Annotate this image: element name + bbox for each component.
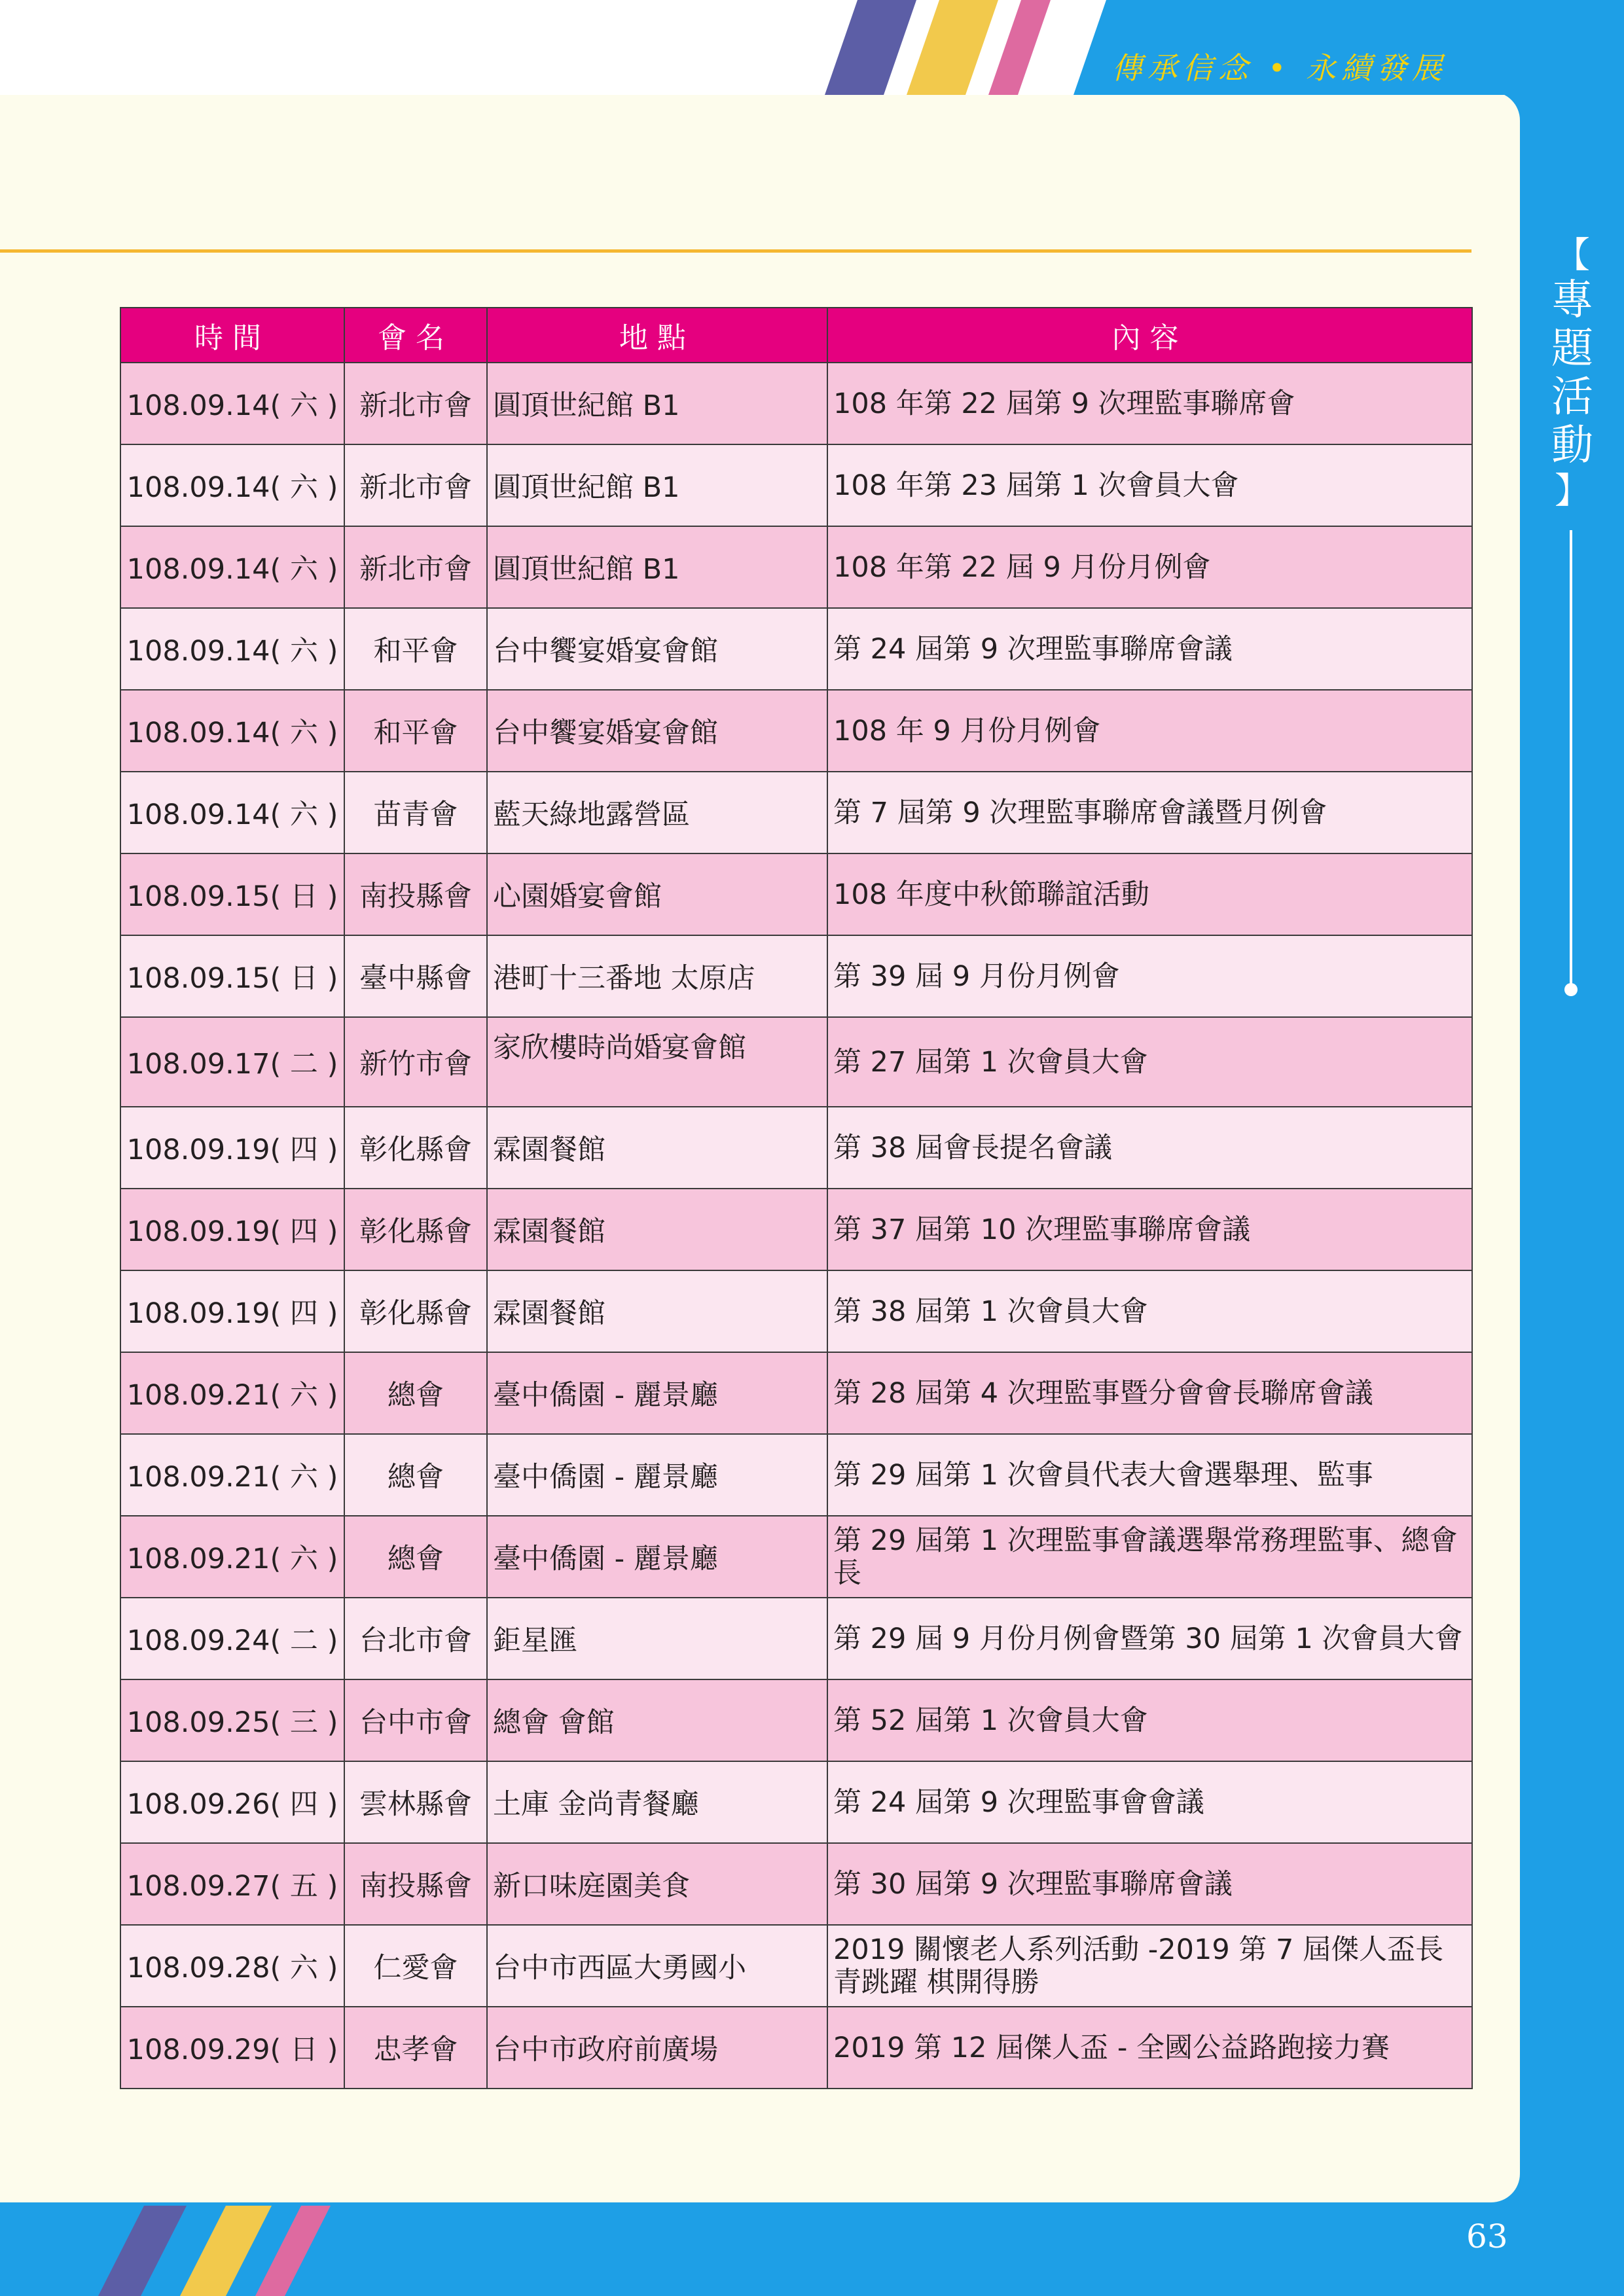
- cell-association: 忠孝會: [344, 2007, 487, 2089]
- cell-content: 第 37 屆第 10 次理監事聯席會議: [827, 1189, 1472, 1270]
- cell-venue: 臺中僑園 - 麗景廳: [487, 1516, 827, 1598]
- header-content: 內容: [827, 308, 1472, 363]
- cell-association: 新北市會: [344, 444, 487, 526]
- stripe-yellow: [907, 0, 998, 95]
- cell-date: 108.09.14( 六 ): [120, 772, 344, 853]
- section-title: [1546, 234, 1598, 512]
- cell-date: 108.09.24( 二 ): [120, 1598, 344, 1679]
- cell-date: 108.09.25( 三 ): [120, 1679, 344, 1761]
- title-open-bracket: 【: [1555, 234, 1590, 276]
- cell-content: 第 27 屆第 1 次會員大會: [827, 1017, 1472, 1107]
- cell-date: 108.09.29( 日 ): [120, 2007, 344, 2089]
- cell-venue: 圓頂世紀館 B1: [487, 526, 827, 608]
- bottom-blue-bar: [327, 2206, 1624, 2296]
- cell-venue: 台中饗宴婚宴會館: [487, 608, 827, 690]
- orange-rule: [0, 249, 1471, 253]
- table-row: [120, 526, 1472, 608]
- cell-association: 南投縣會: [344, 853, 487, 935]
- cell-content: 第 52 屆第 1 次會員大會: [827, 1679, 1472, 1761]
- header-association: 會名: [344, 308, 487, 363]
- cell-venue: 霖園餐館: [487, 1189, 827, 1270]
- cell-content: 108 年 9 月份月例會: [827, 690, 1472, 772]
- cell-content: 第 29 屆第 1 次理監事會議選舉常務理監事、總會長: [827, 1516, 1472, 1598]
- cell-date: 108.09.19( 四 ): [120, 1189, 344, 1270]
- cell-association: 總會: [344, 1352, 487, 1434]
- table-row: [120, 772, 1472, 853]
- stripe-purple: [825, 0, 916, 95]
- cell-venue: 總會 會館: [487, 1679, 827, 1761]
- cell-venue: 霖園餐館: [487, 1270, 827, 1352]
- cell-content: 第 39 屆 9 月份月例會: [827, 935, 1472, 1017]
- cell-association: 彰化縣會: [344, 1270, 487, 1352]
- cell-date: 108.09.21( 六 ): [120, 1434, 344, 1516]
- title-char-1: 專: [1551, 276, 1593, 325]
- cell-venue: 圓頂世紀館 B1: [487, 363, 827, 444]
- activity-schedule-table: [120, 307, 1473, 2089]
- table-row: [120, 690, 1472, 772]
- cell-association: 總會: [344, 1516, 487, 1598]
- cell-date: 108.09.17( 二 ): [120, 1017, 344, 1107]
- table-row: [120, 444, 1472, 526]
- cell-content: 2019 關懷老人系列活動 -2019 第 7 屆傑人盃長青跳躍 棋開得勝: [827, 1925, 1472, 2007]
- table-row: [120, 1843, 1472, 1925]
- cell-association: 新北市會: [344, 363, 487, 444]
- title-char-2: 題: [1551, 325, 1593, 373]
- cell-content: 第 38 屆會長提名會議: [827, 1107, 1472, 1189]
- cell-association: 南投縣會: [344, 1843, 487, 1925]
- cell-association: 新竹市會: [344, 1017, 487, 1107]
- header-motto: 傳承信念 • 永續發展: [1111, 50, 1447, 86]
- title-char-4: 動: [1551, 422, 1593, 470]
- cell-content: 第 24 屆第 9 次理監事會會議: [827, 1761, 1472, 1843]
- table-row: [120, 935, 1472, 1017]
- table-row: [120, 1107, 1472, 1189]
- cell-association: 彰化縣會: [344, 1107, 487, 1189]
- cell-content: 第 29 屆第 1 次會員代表大會選舉理、監事: [827, 1434, 1472, 1516]
- cell-venue: 臺中僑園 - 麗景廳: [487, 1434, 827, 1516]
- cell-association: 新北市會: [344, 526, 487, 608]
- page-number: 63: [1466, 2217, 1508, 2255]
- header-date: 時間: [120, 308, 344, 363]
- table-row: [120, 1017, 1472, 1107]
- table-header-row: [120, 308, 1472, 363]
- cell-date: 108.09.21( 六 ): [120, 1352, 344, 1434]
- table-row: [120, 1434, 1472, 1516]
- header-venue: 地點: [487, 308, 827, 363]
- table-row: [120, 1516, 1472, 1598]
- cell-content: 108 年第 22 屆 9 月份月例會: [827, 526, 1472, 608]
- cell-date: 108.09.19( 四 ): [120, 1107, 344, 1189]
- cell-venue: 圓頂世紀館 B1: [487, 444, 827, 526]
- title-char-3: 活: [1551, 373, 1593, 422]
- bottom-stripes-graphic: [92, 2206, 367, 2296]
- cell-content: 第 7 屆第 9 次理監事聯席會議暨月例會: [827, 772, 1472, 853]
- table-row: [120, 2007, 1472, 2089]
- table-row: [120, 1761, 1472, 1843]
- cell-date: 108.09.19( 四 ): [120, 1270, 344, 1352]
- table-row: [120, 608, 1472, 690]
- cell-association: 仁愛會: [344, 1925, 487, 2007]
- cell-date: 108.09.14( 六 ): [120, 690, 344, 772]
- cell-content: 第 38 屆第 1 次會員大會: [827, 1270, 1472, 1352]
- cell-association: 彰化縣會: [344, 1189, 487, 1270]
- table-row: [120, 363, 1472, 444]
- cell-association: 苗青會: [344, 772, 487, 853]
- cell-venue: 新口味庭園美食: [487, 1843, 827, 1925]
- cell-association: 和平會: [344, 608, 487, 690]
- table-row: [120, 1352, 1472, 1434]
- cell-venue: 鉅星匯: [487, 1598, 827, 1679]
- cell-content: 第 24 屆第 9 次理監事聯席會議: [827, 608, 1472, 690]
- table-row: [120, 1925, 1472, 2007]
- cell-date: 108.09.14( 六 ): [120, 608, 344, 690]
- cell-content: 108 年第 23 屆第 1 次會員大會: [827, 444, 1472, 526]
- cell-date: 108.09.15( 日 ): [120, 853, 344, 935]
- cell-venue: 藍天綠地露營區: [487, 772, 827, 853]
- table-body: [120, 363, 1472, 2089]
- cell-date: 108.09.21( 六 ): [120, 1516, 344, 1598]
- cell-venue: 家欣樓時尚婚宴會館: [487, 1017, 827, 1107]
- cell-content: 108 年第 22 屆第 9 次理監事聯席會: [827, 363, 1472, 444]
- cell-content: 2019 第 12 屆傑人盃 - 全國公益路跑接力賽: [827, 2007, 1472, 2089]
- cell-content: 第 30 屆第 9 次理監事聯席會議: [827, 1843, 1472, 1925]
- cell-content: 108 年度中秋節聯誼活動: [827, 853, 1472, 935]
- stripe-pink: [988, 0, 1051, 95]
- cell-date: 108.09.27( 五 ): [120, 1843, 344, 1925]
- table-row: [120, 1598, 1472, 1679]
- cell-venue: 霖園餐館: [487, 1107, 827, 1189]
- cell-association: 臺中縣會: [344, 935, 487, 1017]
- table-row: [120, 1270, 1472, 1352]
- table-row: [120, 853, 1472, 935]
- cell-date: 108.09.14( 六 ): [120, 363, 344, 444]
- table-row: [120, 1679, 1472, 1761]
- cell-association: 台北市會: [344, 1598, 487, 1679]
- cell-venue: 心園婚宴會館: [487, 853, 827, 935]
- title-close-bracket: 】: [1555, 470, 1590, 511]
- bottom-stripe-pink: [255, 2206, 331, 2296]
- cell-content: 第 28 屆第 4 次理監事暨分會會長聯席會議: [827, 1352, 1472, 1434]
- cell-date: 108.09.14( 六 ): [120, 444, 344, 526]
- table-row: [120, 1189, 1472, 1270]
- cell-venue: 台中市政府前廣場: [487, 2007, 827, 2089]
- cell-venue: 臺中僑園 - 麗景廳: [487, 1352, 827, 1434]
- title-vertical-line: [1570, 530, 1572, 988]
- cell-content: 第 29 屆 9 月份月例會暨第 30 屆第 1 次會員大會: [827, 1598, 1472, 1679]
- cell-association: 總會: [344, 1434, 487, 1516]
- cell-association: 雲林縣會: [344, 1761, 487, 1843]
- bottom-stripe-yellow: [180, 2206, 272, 2296]
- cell-venue: 土庫 金尚青餐廳: [487, 1761, 827, 1843]
- title-line-dot: [1564, 983, 1578, 996]
- cell-date: 108.09.28( 六 ): [120, 1925, 344, 2007]
- cell-venue: 台中市西區大勇國小: [487, 1925, 827, 2007]
- cell-date: 108.09.26( 四 ): [120, 1761, 344, 1843]
- cell-venue: 台中饗宴婚宴會館: [487, 690, 827, 772]
- cell-venue: 港町十三番地 太原店: [487, 935, 827, 1017]
- cell-date: 108.09.14( 六 ): [120, 526, 344, 608]
- bottom-stripe-purple: [98, 2206, 187, 2296]
- cell-association: 台中市會: [344, 1679, 487, 1761]
- cell-association: 和平會: [344, 690, 487, 772]
- cell-date: 108.09.15( 日 ): [120, 935, 344, 1017]
